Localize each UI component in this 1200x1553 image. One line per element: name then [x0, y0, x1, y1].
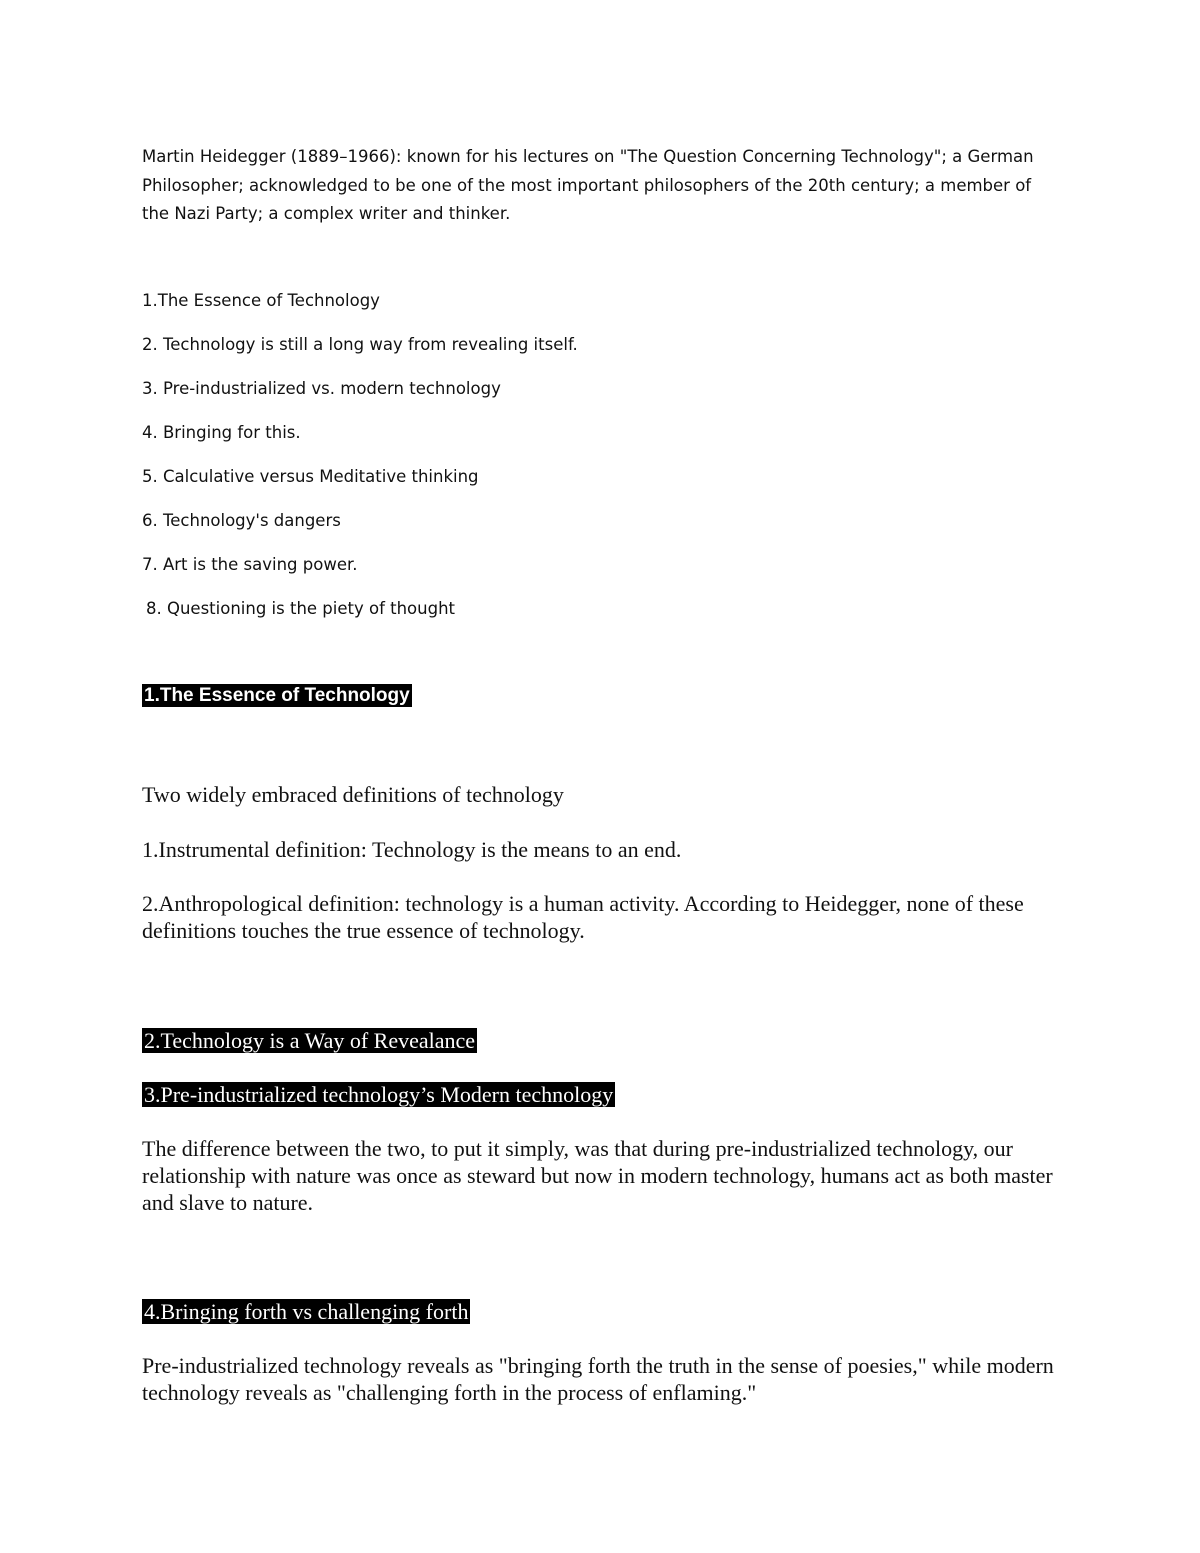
definition-instrumental: 1.Instrumental definition: Technology is the means to an end. — [142, 837, 682, 862]
section-1-lead: Two widely embraced definitions of technology — [142, 782, 564, 807]
toc-item-1: 1.The Essence of Technology — [142, 291, 380, 310]
section-2-heading-text: 2.Technology is a Way of Revealance — [144, 1028, 476, 1053]
toc-item-7: 7. Art is the saving power. — [142, 555, 358, 574]
intro-paragraph: Martin Heidegger (1889–1966): known for his lectures on "The Question Concerning Technology"; a German Philosopher; acknowledged to be one of the most important philosophers of the 20th century; a member of the Nazi Party; a complex writer and thinker. — [142, 147, 1034, 223]
section-4-heading — [142, 1298, 470, 1325]
toc-item-6: 6. Technology's dangers — [142, 511, 341, 530]
section-4-heading-text: 4.Bringing forth vs challenging forth — [144, 1299, 469, 1324]
table-of-contents — [142, 287, 578, 639]
section-3-heading-text: 3.Pre-industrialized technology’s Modern technology — [144, 1082, 614, 1107]
toc-item-3: 3. Pre-industrialized vs. modern technology — [142, 379, 501, 398]
toc-item-8: 8. Questioning is the piety of thought — [146, 599, 456, 618]
section-3-body: The difference between the two, to put it simply, was that during pre-industrialized technology, our relationship with nature was once as steward but now in modern technology, humans act as both master and slave to nature. — [142, 1136, 1053, 1215]
section-4-body: Pre-industrialized technology reveals as "bringing forth the truth in the sense of poesies," while modern technology reveals as "challenging forth in the process of enflaming." — [142, 1353, 1054, 1405]
definition-anthropological: 2.Anthropological definition: technology is a human activity. According to Heidegger, none of these definitions touches the true essence of technology. — [142, 891, 1024, 943]
toc-item-2: 2. Technology is still a long way from revealing itself. — [142, 335, 578, 354]
toc-item-5: 5. Calculative versus Meditative thinking — [142, 467, 479, 486]
section-3-heading — [142, 1081, 615, 1108]
toc-item-4: 4. Bringing for this. — [142, 423, 301, 442]
section-1-heading — [142, 683, 412, 709]
section-2-heading — [142, 1027, 477, 1054]
section-1-heading-text: 1.The Essence of Technology — [144, 685, 410, 706]
